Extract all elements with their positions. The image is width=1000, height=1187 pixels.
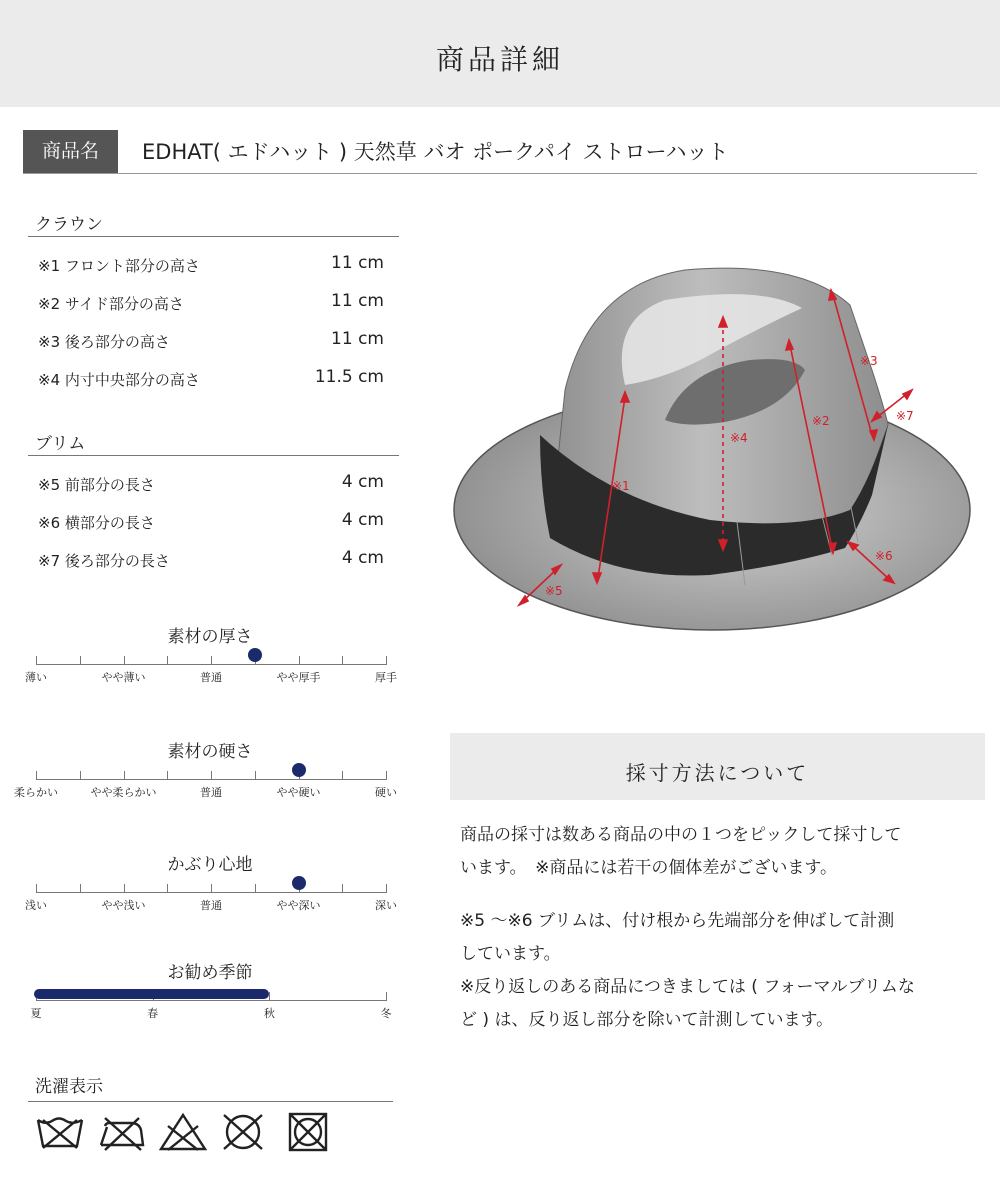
scale-tick (269, 992, 270, 1001)
product-name: EDHAT( エドハット ) 天然草 バオ ポークパイ ストローハット (142, 140, 729, 164)
scale-label: 普通 (200, 899, 222, 912)
scale-title: 素材の厚さ (167, 627, 253, 647)
brim-row-value: 4 cm (341, 510, 384, 530)
scale-label: やや浅い (101, 899, 146, 912)
label-4: ※4 (730, 431, 748, 445)
crown-row-value: 11 cm (331, 291, 384, 311)
scale-label: 普通 (200, 671, 222, 684)
brim-divider (28, 455, 399, 456)
crown-row-value: 11.5 cm (314, 367, 384, 387)
scale-label: やや厚手 (276, 671, 321, 684)
scale-title: お勧め季節 (167, 963, 253, 983)
method-line: います。 ※商品には若干の個体差がございます。 (460, 858, 838, 878)
season-label: 冬 (380, 1007, 392, 1020)
no-wash-icon (35, 1112, 85, 1152)
scale-tick (211, 656, 212, 665)
scale-label: 厚手 (375, 671, 397, 684)
method-line: ど ) は、反り返し部分を除いて計測しています。 (460, 1010, 834, 1030)
hat-measurement-diagram (440, 180, 990, 650)
scale-label: 薄い (25, 671, 47, 684)
label-1: ※1 (612, 479, 630, 493)
no-dryclean-icon (218, 1112, 268, 1152)
scale-label: 硬い (375, 786, 397, 799)
crown-row-label: ※3 後ろ部分の高さ (38, 333, 170, 351)
no-iron-icon (97, 1112, 147, 1152)
thickness-scale (0, 620, 420, 690)
care-divider (28, 1101, 393, 1102)
label-5: ※5 (545, 584, 563, 598)
season-label: 春 (147, 1007, 159, 1020)
scale-tick (211, 884, 212, 893)
scale-tick (342, 771, 343, 780)
scale-tick (299, 656, 300, 665)
no-bleach-icon (158, 1112, 208, 1152)
scale-tick (386, 884, 387, 893)
care-section-title: 洗濯表示 (35, 1077, 103, 1097)
season-scale (0, 956, 420, 1026)
scale-tick (124, 656, 125, 665)
crown-row-label: ※2 サイド部分の高さ (38, 295, 184, 313)
hardness-scale (0, 735, 420, 805)
scale-tick (167, 884, 168, 893)
brim-row-value: 4 cm (341, 548, 384, 568)
season-label: 夏 (30, 1007, 42, 1020)
scale-label: 普通 (200, 786, 222, 799)
scale-label: 柔らかい (14, 786, 58, 799)
method-paragraph-1 (460, 819, 985, 885)
scale-tick (124, 771, 125, 780)
scale-line (36, 1000, 386, 1001)
scale-tick (124, 884, 125, 893)
label-7: ※7 (896, 409, 914, 423)
scale-tick (36, 771, 37, 780)
scale-tick (386, 656, 387, 665)
scale-tick (80, 656, 81, 665)
method-line: ※5 ～※6 ブリムは、付け根から先端部分を伸ばして計測 (460, 911, 895, 931)
method-paragraph-2 (460, 905, 985, 1037)
scale-tick (80, 771, 81, 780)
scale-tick (386, 992, 387, 1001)
crown-divider (28, 236, 399, 237)
scale-marker (292, 876, 306, 890)
scale-title: 素材の硬さ (167, 742, 253, 762)
scale-tick (167, 771, 168, 780)
scale-tick (211, 771, 212, 780)
scale-tick (386, 771, 387, 780)
scale-tick (36, 884, 37, 893)
scale-label: やや柔らかい (90, 786, 157, 799)
scale-tick (255, 884, 256, 893)
scale-label: やや薄い (101, 671, 146, 684)
scale-tick (255, 771, 256, 780)
scale-marker (248, 648, 262, 662)
no-tumble-dry-icon (283, 1112, 333, 1152)
scale-label: やや硬い (276, 786, 321, 799)
season-bar (34, 989, 269, 999)
crown-row-label: ※1 フロント部分の高さ (38, 257, 200, 275)
scale-title: かぶり心地 (167, 855, 253, 875)
label-2: ※2 (812, 414, 830, 428)
season-label: 秋 (263, 1007, 275, 1020)
scale-tick (342, 656, 343, 665)
scale-marker (292, 763, 306, 777)
scale-tick (167, 656, 168, 665)
fit-scale (0, 848, 420, 918)
crown-row-value: 11 cm (331, 253, 384, 273)
scale-tick (36, 656, 37, 665)
method-title: 採寸方法について (625, 761, 810, 785)
scale-tick (342, 884, 343, 893)
scale-tick (80, 884, 81, 893)
brim-row-label: ※6 横部分の長さ (38, 514, 155, 532)
method-line: 商品の採寸は数ある商品の中の１つをピックして採寸して (460, 825, 902, 845)
brim-section-title: ブリム (35, 434, 86, 454)
brim-row-value: 4 cm (341, 472, 384, 492)
product-name-divider (23, 173, 977, 174)
crown-row-label: ※4 内寸中央部分の高さ (38, 371, 200, 389)
page-title: 商品詳細 (435, 43, 564, 76)
label-3: ※3 (860, 354, 878, 368)
crown-section-title: クラウン (35, 215, 103, 235)
brim-row-label: ※7 後ろ部分の長さ (38, 552, 170, 570)
product-name-label: 商品名 (23, 130, 118, 173)
brim-row-label: ※5 前部分の長さ (38, 476, 155, 494)
scale-label: 浅い (25, 899, 47, 912)
method-line: ※反り返しのある商品につきましては ( フォーマルブリムな (460, 977, 915, 997)
label-6: ※6 (875, 549, 893, 563)
scale-label: 深い (375, 899, 397, 912)
method-line: しています。 (460, 944, 561, 964)
crown-row-value: 11 cm (331, 329, 384, 349)
scale-label: やや深い (276, 899, 321, 912)
